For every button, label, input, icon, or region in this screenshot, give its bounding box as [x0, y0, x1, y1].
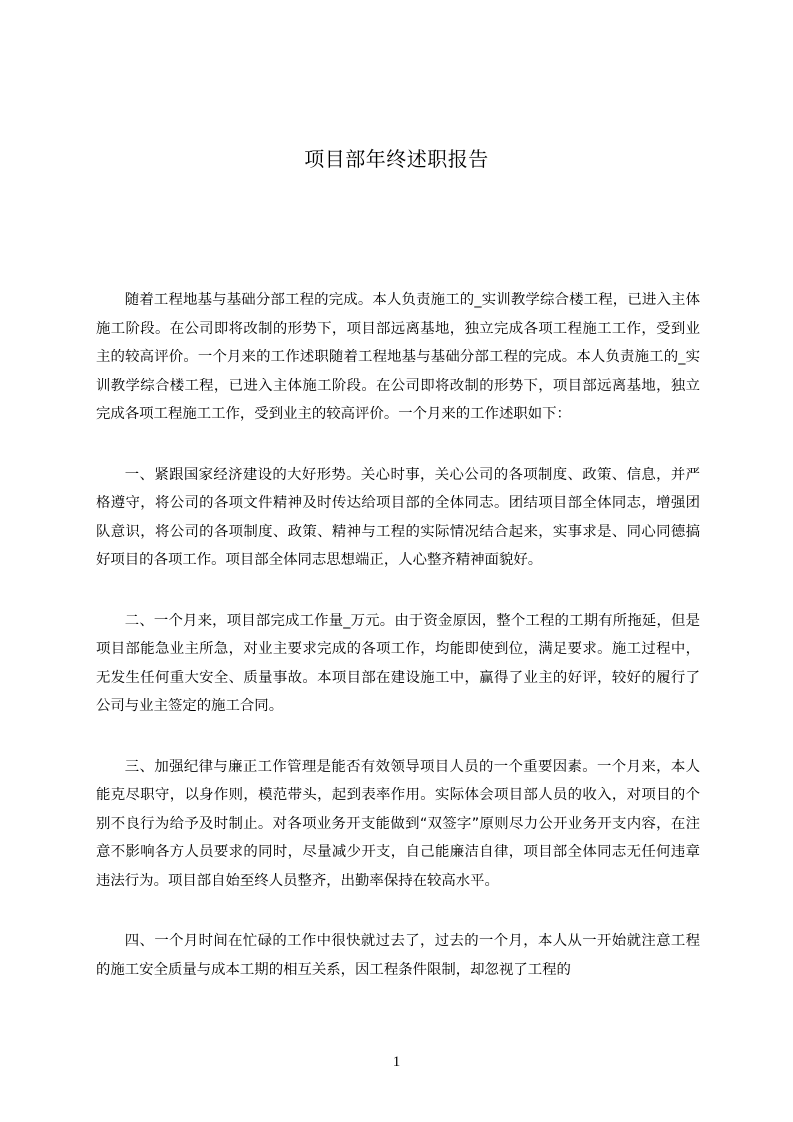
paragraph-section-1: 一、紧跟国家经济建设的大好形势。关心时事，关心公司的各项制度、政策、信息，并严格遵守，将公司的各项文件精神及时传达给项目部的全体同志。团结项目部全体同志，增强团队意识，将公司的各项制度、政策、精神与工程的实际情况结合起来，实事求是、同心同德搞好项目的各项工作。项目部全体同志思想端正，人心整齐精神面貌好。 — [96, 466, 700, 568]
paragraph-section-4: 四、一个月时间在忙碌的工作中很快就过去了，过去的一个月，本人从一开始就注意工程的施工安全质量与成本工期的相互关系，因工程条件限制，却忽视了工程的 — [96, 933, 700, 978]
document-body — [96, 286, 700, 1016]
paragraph-section-3: 三、加强纪律与廉正工作管理是能否有效领导项目人员的一个重要因素。一个月来，本人能克尽职守，以身作则，模范带头，起到表率作用。实际体会项目部人员的收入，对项目的个别不良行为给予及时制止。对各项业务开支能做到“双签字”原则尽力公开业务开支内容，在注意不影响各方人员要求的同时，尽量减少开支，自己能廉洁自律，项目部全体同志无任何违章违法行为。项目部自始至终人员整齐，出勤率保持在较高水平。 — [96, 758, 700, 889]
document-title: 项目部年终述职报告 — [304, 147, 489, 171]
paragraph-section-2: 二、一个月来，项目部完成工作量_万元。由于资金原因，整个工程的工期有所拖延，但是项目部能急业主所急，对业主要求完成的各项工作，均能即使到位，满足要求。施工过程中，无发生任何重大安全、质量事故。本项目部在建设施工中，赢得了业主的好评，较好的履行了公司与业主签定的施工合同。 — [96, 612, 700, 714]
paragraph-intro: 随着工程地基与基础分部工程的完成。本人负责施工的_实训教学综合楼工程，已进入主体施工阶段。在公司即将改制的形势下，项目部远离基地，独立完成各项工程施工工作，受到业主的较高评价。一个月来的工作述职随着工程地基与基础分部工程的完成。本人负责施工的_实训教学综合楼工程，已进入主体施工阶段。在公司即将改制的形势下，项目部远离基地，独立完成各项工程施工工作，受到业主的较高评价。一个月来的工作述职如下： — [96, 292, 700, 422]
page-number: 1 — [392, 1054, 401, 1070]
